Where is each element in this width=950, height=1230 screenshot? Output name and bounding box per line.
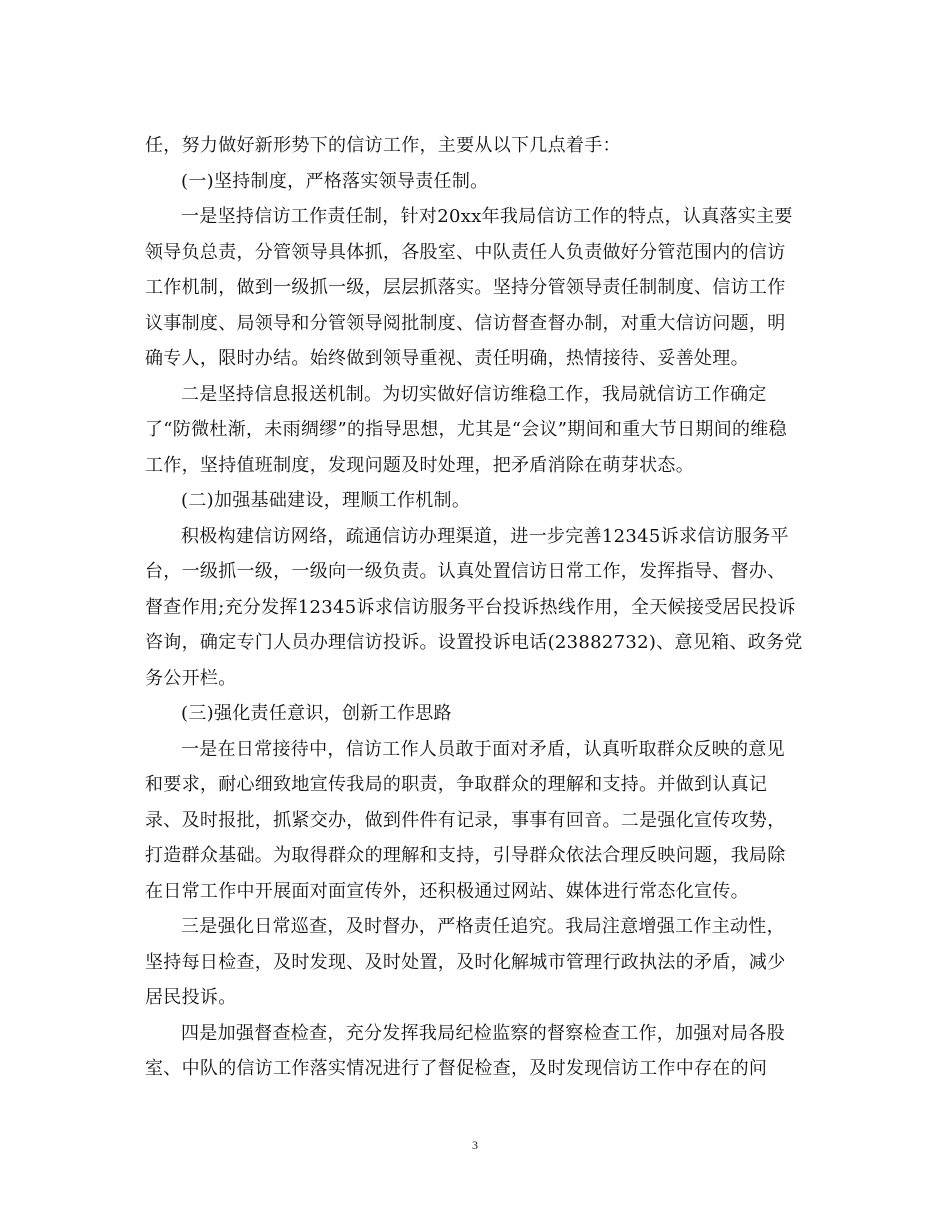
text-line: 台，一级抓一级，一级向一级负责。认真处置信访日常工作，发挥指导、督办、 <box>145 561 786 582</box>
text-line: 在日常工作中开展面对面宣传外，还积极通过网站、媒体进行常态化宣传。 <box>145 880 749 902</box>
text-line: 积极构建信访网络，疏通信访办理渠道，进一步完善12345诉求信访服务平 <box>181 525 789 547</box>
text-line: 工作机制，做到一级抓一级，层层抓落实。坚持分管领导责任制制度、信访工作 <box>145 277 786 298</box>
text-line: 录、及时报批，抓紧交办，做到件件有记录，事事有回音。二是强化宣传攻势， <box>145 809 786 831</box>
section-heading: (三)强化责任意识，创新工作思路 <box>181 703 452 724</box>
text-line: 一是在日常接待中，信访工作人员敢于面对矛盾，认真听取群众反映的意见 <box>181 738 785 760</box>
text-line: 和要求，耐心细致地宣传我局的职责，争取群众的理解和支持。并做到认真记 <box>145 774 768 795</box>
text-line: 务公开栏。 <box>145 667 237 689</box>
text-line: 任，努力做好新形势下的信访工作，主要从以下几点着手： <box>145 135 621 156</box>
text-line: 领导负总责，分管领导具体抓，各股室、中队责任人负责做好分管范围内的信访 <box>145 241 786 263</box>
text-line: 坚持每日检查，及时发现、及时处置，及时化解城市管理行政执法的矛盾，减少 <box>145 951 786 973</box>
section-heading: (一)坚持制度，严格落实领导责任制。 <box>181 170 489 192</box>
text-line: 居民投诉。 <box>145 987 237 1008</box>
text-line: 一是坚持信访工作责任制，针对20xx年我局信访工作的特点，认真落实主要 <box>181 206 793 227</box>
text-line: 确专人，限时办结。始终做到领导重视、责任明确，热情接待、妥善处理。 <box>145 348 749 369</box>
section-heading: (二)加强基础建设，理顺工作机制。 <box>181 490 471 511</box>
text-line: 了“防微杜渐，未雨绸缪”的指导思想，尤其是“会议”期间和重大节日期间的维稳 <box>145 419 787 440</box>
text-line: 咨询，确定专门人员办理信访投诉。设置投诉电话(23882732)、意见箱、政务党 <box>145 632 803 653</box>
text-line: 二是坚持信息报送机制。为切实做好信访维稳工作，我局就信访工作确定 <box>181 383 767 405</box>
text-line: 督查作用;充分发挥12345诉求信访服务平台投诉热线作用，全天候接受居民投诉 <box>145 596 796 618</box>
text-line: 工作，坚持值班制度，发现问题及时处理，把矛盾消除在萌芽状态。 <box>145 454 694 476</box>
text-line: 室、中队的信访工作落实情况进行了督促检查，及时发现信访工作中存在的问 <box>145 1058 768 1079</box>
text-line: 四是加强督查检查，充分发挥我局纪检监察的督察检查工作，加强对局各股 <box>181 1022 785 1044</box>
text-line: 打造群众基础。为取得群众的理解和支持，引导群众依法合理反映问题，我局除 <box>145 845 786 866</box>
document-body <box>145 128 805 1087</box>
text-line: 议事制度、局领导和分管领导阅批制度、信访督查督办制，对重大信访问题，明 <box>145 312 786 334</box>
page-number: 3 <box>472 1138 478 1152</box>
text-line: 三是强化日常巡查，及时督办，严格责任追究。我局注意增强工作主动性， <box>181 916 785 937</box>
